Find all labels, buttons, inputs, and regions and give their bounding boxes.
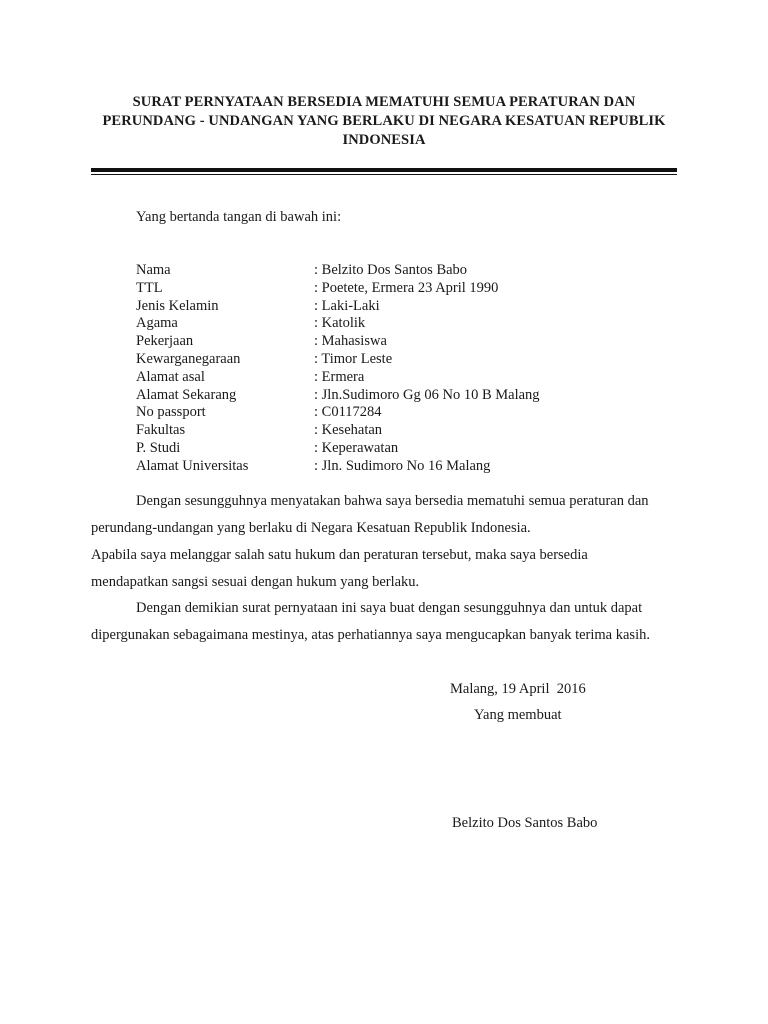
field-value: : Poetete, Ermera 23 April 1990 — [314, 279, 499, 296]
signature-place-date: Malang, 19 April 2016 — [450, 681, 586, 697]
signature-role: Yang membuat — [474, 707, 562, 723]
title-line: INDONESIA — [342, 132, 426, 148]
field-value: : Ermera — [314, 368, 365, 385]
title-line: PERUNDANG - UNDANGAN YANG BERLAKU DI NEGARA KESATUAN REPUBLIK — [102, 113, 666, 129]
field-value: : C0117284 — [314, 404, 382, 421]
field-value: : Mahasiswa — [314, 333, 387, 350]
field-label: Kewarganegaraan — [136, 350, 241, 367]
field-label: TTL — [136, 279, 163, 296]
field-label: No passport — [136, 404, 206, 421]
field-label: Jenis Kelamin — [136, 297, 219, 314]
document-title — [80, 93, 688, 150]
intro-text: Yang bertanda tangan di bawah ini: — [136, 209, 342, 225]
body-line: Dengan demikian surat pernyataan ini saya buat dengan sesungguhnya dan untuk dapat — [136, 600, 643, 616]
field-value: : Katolik — [314, 315, 366, 332]
field-value: : Belzito Dos Santos Babo — [314, 262, 468, 278]
field-value: : Kesehatan — [314, 422, 383, 439]
field-label: Nama — [136, 262, 171, 278]
body-line: dipergunakan sebagaimana mestinya, atas perhatiannya saya mengucapkan banyak terima kasih. — [91, 627, 650, 643]
field-label: Alamat Sekarang — [136, 386, 237, 403]
body-line: mendapatkan sangsi sesuai dengan hukum yang berlaku. — [91, 574, 420, 590]
field-label: P. Studi — [136, 439, 181, 456]
field-label: Alamat asal — [136, 368, 205, 385]
field-value: : Jln. Sudimoro No 16 Malang — [314, 457, 491, 474]
title-line: SURAT PERNYATAAN BERSEDIA MEMATUHI SEMUA PERATURAN DAN — [132, 94, 636, 110]
field-value: : Timor Leste — [314, 350, 393, 367]
field-value: : Jln.Sudimoro Gg 06 No 10 B Malang — [314, 386, 540, 403]
title-divider-thin — [91, 174, 677, 175]
title-divider-thick — [91, 168, 677, 172]
body-line: perundang-undangan yang berlaku di Negara Kesatuan Republik Indonesia. — [91, 520, 531, 536]
body-line: Apabila saya melanggar salah satu hukum dan peraturan tersebut, maka saya bersedia — [91, 547, 588, 563]
field-label: Agama — [136, 315, 178, 332]
field-label: Fakultas — [136, 422, 186, 439]
field-label: Alamat Universitas — [136, 457, 249, 474]
signatory-name: Belzito Dos Santos Babo — [452, 815, 598, 831]
field-value: : Laki-Laki — [314, 297, 380, 314]
field-label: Pekerjaan — [136, 333, 194, 350]
field-value: : Keperawatan — [314, 439, 399, 456]
body-line: Dengan sesungguhnya menyatakan bahwa saya bersedia mematuhi semua peraturan dan — [136, 493, 649, 509]
